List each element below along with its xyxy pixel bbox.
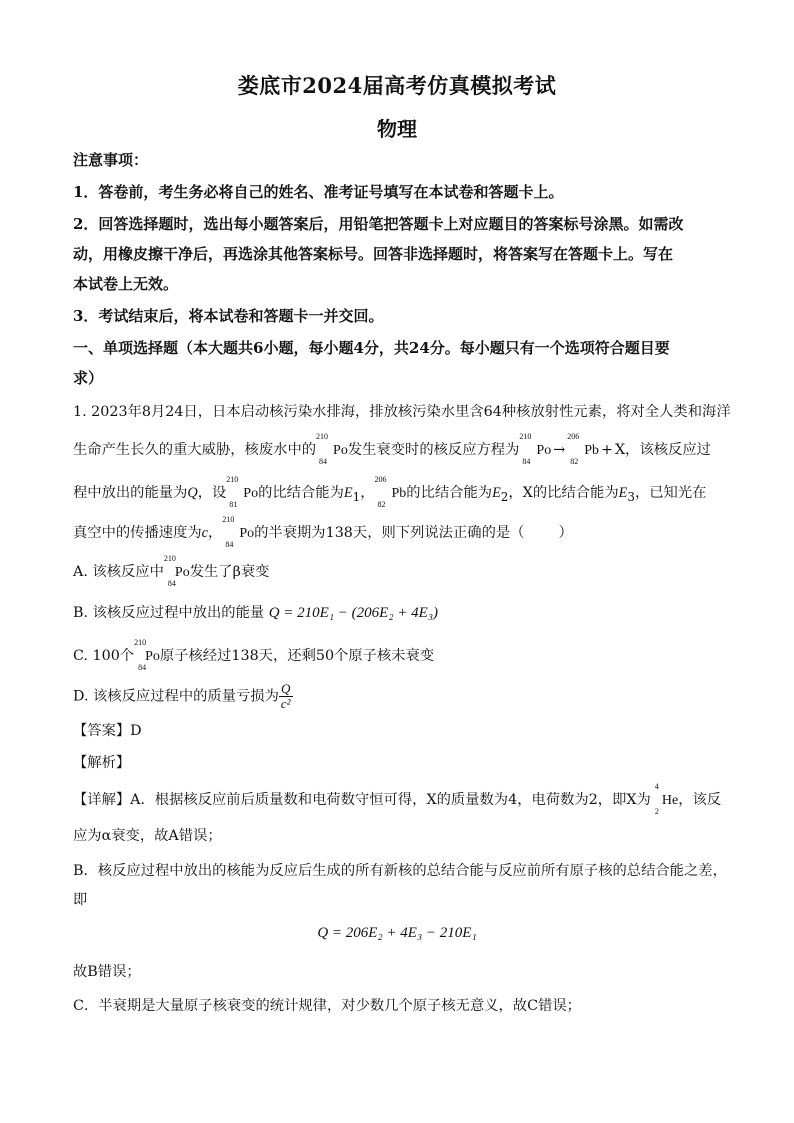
text: ， — [360, 485, 375, 501]
mass-number: 210 — [316, 432, 329, 441]
detail-b-line-3: 故B错误； — [73, 964, 141, 980]
text: A. 该核反应中 — [73, 564, 164, 580]
question-1-line-4 — [73, 515, 733, 549]
question-1-line-2 — [73, 432, 733, 466]
nuclide-po — [316, 432, 348, 466]
text: 的比结合能为 — [258, 485, 344, 501]
var-e: E — [492, 485, 501, 501]
charge-number: 84 — [167, 579, 176, 588]
charge-number: 84 — [138, 663, 147, 672]
fraction — [279, 682, 293, 711]
mass-number: 206 — [567, 432, 580, 441]
notes-item-1: 1．答卷前，考生务必将自己的姓名、准考证号填写在本试卷和答题卡上。 — [73, 183, 564, 201]
charge-number: 84 — [225, 540, 234, 549]
text: 程中放出的能量为 — [73, 485, 188, 501]
analysis-heading: 【解析】 — [73, 755, 131, 771]
element-symbol: Po — [243, 486, 259, 501]
element-symbol: Po — [174, 565, 190, 580]
question-1-line-1: 1. 2023年8月24日，日本启动核污染水排海，排放核污染水里含64种核放射性元素，将对全人类和海洋 — [73, 404, 731, 420]
charge-number: 84 — [522, 457, 531, 466]
subscript: 3 — [627, 489, 635, 504]
nuclide-pb — [567, 432, 599, 466]
notes-item-2-line-2: 动，用橡皮擦干净后，再选涂其他答案标号。回答非选择题时，将答案写在答题卡上。写在 — [73, 245, 674, 263]
option-d — [73, 682, 733, 711]
element-symbol: Po — [145, 649, 160, 664]
option-a — [73, 554, 733, 588]
text: 【详解】A．根据核反应前后质量数和电荷数守恒可得，X的质量数为4，电荷数为2，即X为 — [73, 792, 651, 808]
nuclide-pb — [374, 475, 407, 509]
text: 的半衰期为138天，则下列说法正确的是（ — [254, 525, 525, 541]
element-symbol: Pb — [391, 486, 407, 501]
element-symbol: Po — [333, 443, 348, 458]
mass-number: 206 — [374, 475, 387, 484]
text: ，已知光在 — [634, 485, 707, 501]
subscript: 2 — [500, 489, 509, 504]
denominator: c² — [280, 696, 291, 711]
mass-number: 210 — [226, 475, 239, 484]
mass-number: 210 — [519, 432, 532, 441]
mass-number: 210 — [134, 638, 147, 647]
notes-item-3: 3．考试结束后，将本试卷和答题卡一并交回。 — [73, 307, 384, 325]
notes-heading: 注意事项： — [73, 151, 149, 169]
text: 的比结合能为 — [406, 485, 493, 501]
text: B. 该核反应过程中放出的能量 — [73, 605, 265, 621]
detail-b-line-2: 即 — [73, 892, 88, 908]
nuclide-he — [651, 782, 679, 816]
element-symbol: He — [661, 793, 679, 808]
var-e: E — [618, 485, 628, 501]
charge-number: 2 — [654, 807, 659, 816]
charge-number: 82 — [377, 500, 386, 509]
notes-item-2-line-3: 本试卷上无效。 — [73, 275, 179, 293]
text: 生命产生长久的重大威胁，核废水中的 — [73, 442, 317, 458]
subject-title: 物理 — [377, 117, 417, 141]
text: ） — [558, 525, 573, 541]
detail-c-line-1: C．半衰期是大量原子核衰变的统计规律，对少数几个原子核无意义，故C错误； — [73, 998, 581, 1014]
text: ，该反 — [678, 792, 722, 808]
text: 发生了β衰变 — [189, 564, 270, 580]
formula: Q = 210E₁ − (206E₂ + 4E₃) — [268, 605, 439, 621]
charge-number: 82 — [570, 457, 579, 466]
nuclide-po — [226, 475, 259, 509]
charge-number: 84 — [319, 457, 328, 466]
text: 原子核经过138天，还剩50个原子核未衰变 — [159, 648, 435, 664]
element-symbol: Po — [536, 443, 552, 458]
nuclide-po — [519, 432, 552, 466]
element-symbol: Pb — [584, 443, 599, 458]
text: ，该核反应过 — [625, 442, 711, 458]
section-heading-line-1: 一、单项选择题（本大题共6小题，每小题4分，共24分。每小题只有一个选项符合题目要 — [73, 339, 670, 357]
nuclide-po — [222, 515, 255, 549]
page-title: 娄底市2024届高考仿真模拟考试 — [237, 73, 557, 98]
var-e: E — [343, 485, 353, 501]
notes-item-2-line-1: 2．回答选择题时，选出每小题答案后，用铅笔把答题卡上对应题目的答案标号涂黑。如需改 — [73, 215, 684, 233]
section-heading-line-2: 求） — [73, 369, 104, 387]
detail-a-line-1 — [73, 782, 733, 816]
subscript: 1 — [352, 489, 361, 504]
mass-number: 210 — [163, 554, 176, 563]
text: D. 该核反应过程中的质量亏损为 — [73, 688, 279, 705]
text: ，X的比结合能为 — [508, 485, 619, 501]
detail-b-line-1: B．核反应过程中放出的核能为反应后生成的所有新核的总结合能与反应前所有原子核的总结合能之差， — [73, 863, 727, 879]
text: 发生衰变时的核反应方程为 — [347, 442, 520, 458]
element-symbol: Po — [239, 526, 255, 541]
text: ， — [208, 525, 223, 541]
text: 真空中的传播速度为 — [73, 525, 202, 541]
text: C. 100个 — [73, 648, 135, 664]
option-b — [73, 603, 733, 623]
detail-b-formula: Q = 206E₂ + 4E₃ − 210E₁ — [317, 925, 477, 941]
plus-sign: + — [600, 442, 613, 458]
nuclide-po — [163, 554, 190, 588]
var-c: c — [201, 525, 209, 541]
answer-line: 【答案】D — [73, 723, 142, 739]
mass-number: 210 — [222, 515, 235, 524]
numerator: Q — [279, 682, 293, 697]
nuclide-po — [134, 638, 160, 672]
question-1-line-3 — [73, 475, 733, 509]
detail-a-line-2: 应为α衰变，故A错误； — [73, 828, 222, 844]
charge-number: 81 — [229, 500, 238, 509]
x-symbol: X — [614, 442, 626, 458]
mass-number: 4 — [654, 782, 659, 791]
text: ，设 — [197, 485, 227, 501]
var-q: Q — [187, 485, 198, 501]
reaction-arrow: → — [553, 442, 566, 458]
option-c — [73, 638, 733, 672]
